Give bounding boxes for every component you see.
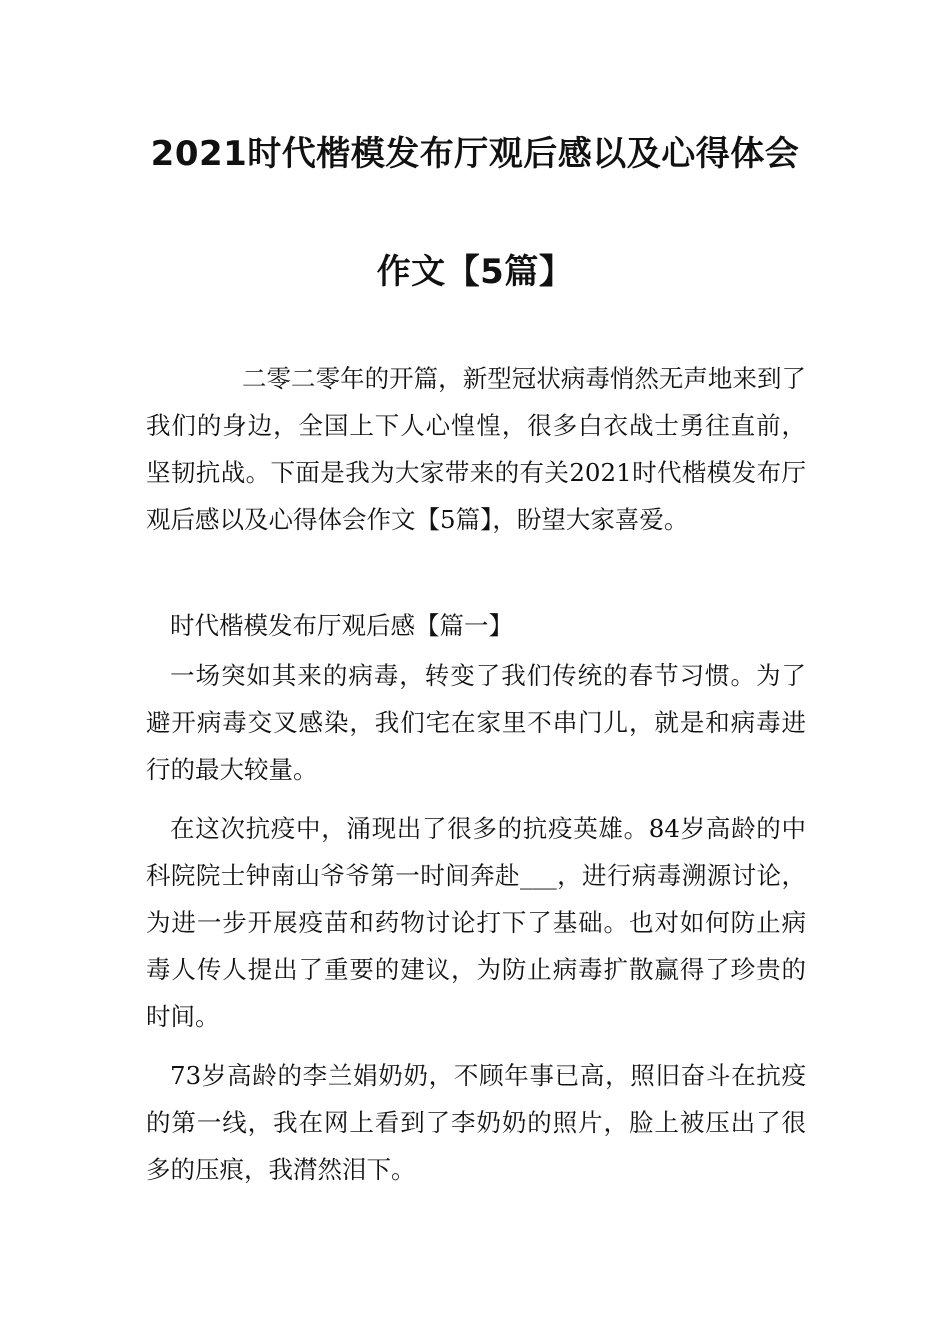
body-paragraph-3: 73岁高龄的李兰娟奶奶，不顾年事已高，照旧奋斗在抗疫的第一线，我在网上看到了李奶奶的照片，脸上被压出了很多的压痕，我潸然泪下。 [146, 1061, 806, 1184]
section-heading: 时代楷模发布厅观后感【篇一】 [170, 611, 513, 640]
intro-paragraph: 二零二零年的开篇，新型冠状病毒悄然无声地来到了我们的身边，全国上下人心惶惶，很多白衣战士勇往直前，坚韧抗战。下面是我为大家带来的有关2021时代楷模发布厅观后感以及心得体会作文【5篇】，盼望大家喜爱。 [146, 364, 806, 534]
body-paragraph-1: 一场突如其来的病毒，转变了我们传统的春节习惯。为了避开病毒交叉感染，我们宅在家里不串门儿，就是和病毒进行的最大较量。 [146, 661, 806, 784]
document-title-line-2: 作文【5篇】 [376, 252, 574, 292]
body-paragraph-2: 在这次抗疫中，涌现出了很多的抗疫英雄。84岁高龄的中科院院士钟南山爷爷第一时间奔赴___，进行病毒溯源讨论，为进一步开展疫苗和药物讨论打下了基础。也对如何防止病毒人传人提出了重要的建议，为防止病毒扩散赢得了珍贵的时间。 [146, 814, 806, 1031]
document-title-line-1: 2021时代楷模发布厅观后感以及心得体会 [150, 134, 800, 174]
